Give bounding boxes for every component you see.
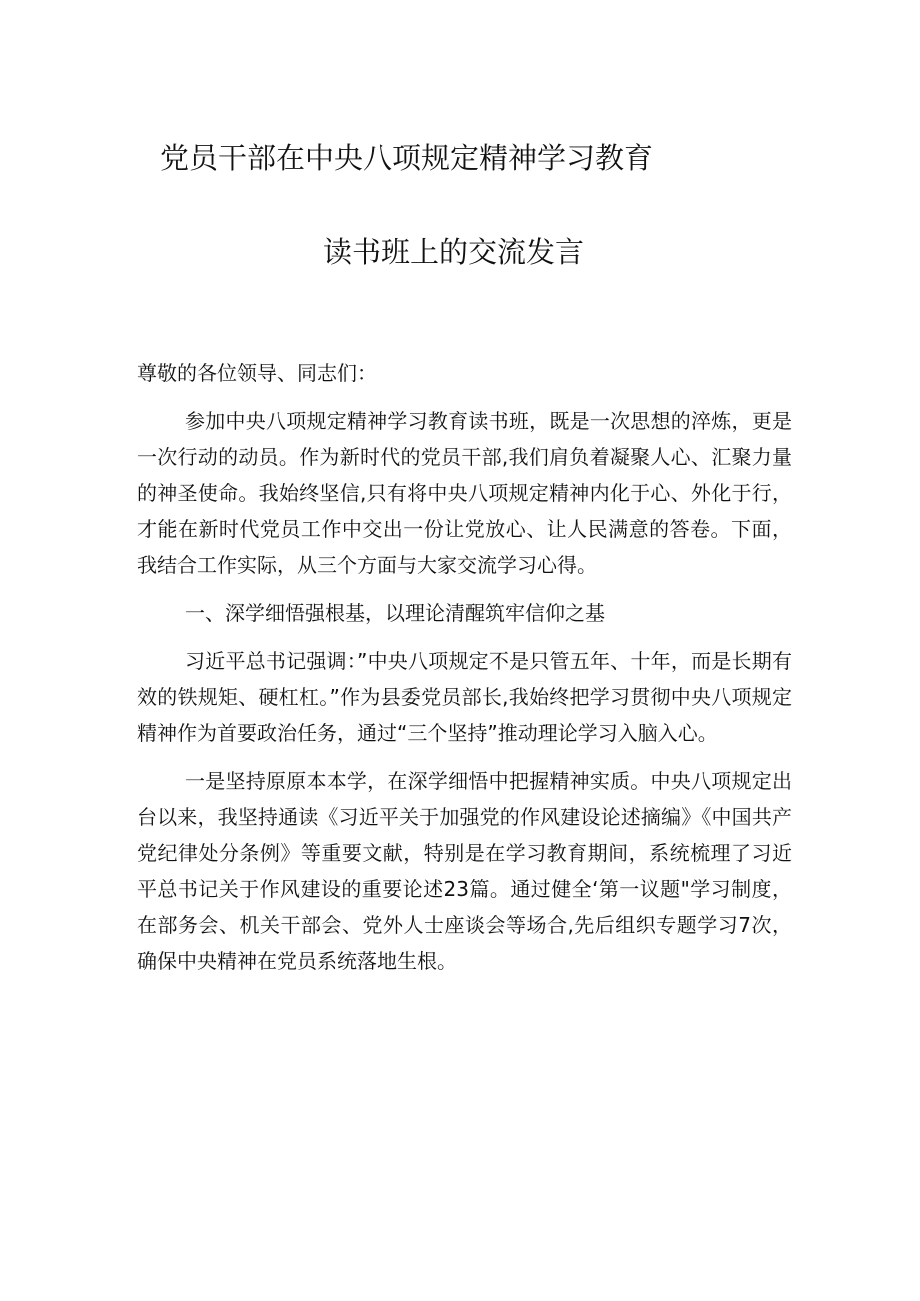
document-body xyxy=(137,355,792,991)
paragraph-quote: 习近平总书记强调：”中央八项规定不是只管五年、十年，而是长期有效的铁规矩、硬杠杠。”作为县委党员部长,我始终把学习贯彻中央八项规定精神作为首要政治任务，通过“三个坚持”推动理论学习入脑入心。 xyxy=(137,649,792,745)
document-title-line-2: 读书班上的交流发言 xyxy=(323,235,585,269)
paragraph-intro: 参加中央八项规定精神学习教育读书班，既是一次思想的淬炼，更是一次行动的动员。作为新时代的党员干部,我们肩负着凝聚人心、汇聚力量的神圣使命。我始终坚信,只有将中央八项规定精神内化于心、外化于行，才能在新时代党员工作中交出一份让党放心、让人民满意的答卷。下面，我结合工作实际，从三个方面与大家交流学习心得。 xyxy=(137,409,792,577)
section-heading-1: 一、深学细悟强根基，以理论清醒筑牢信仰之基 xyxy=(185,601,605,625)
paragraph-study: 一是坚持原原本本学，在深学细悟中把握精神实质。中央八项规定出台以来，我坚持通读《习近平关于加强党的作风建设论述摘编》《中国共产党纪律处分条例》等重要文献，特别是在学习教育期间，系统梳理了习近平总书记关于作风建设的重要论述23篇。通过健全‘第一议题"学习制度，在部务会、机关干部会、党外人士座谈会等场合,先后组织专题学习7次，确保中央精神在党员系统落地生根。 xyxy=(137,769,792,973)
document-title-line-1: 党员干部在中央八项规定精神学习教育 xyxy=(160,141,654,175)
salutation: 尊敬的各位领导、同志们： xyxy=(137,361,377,385)
